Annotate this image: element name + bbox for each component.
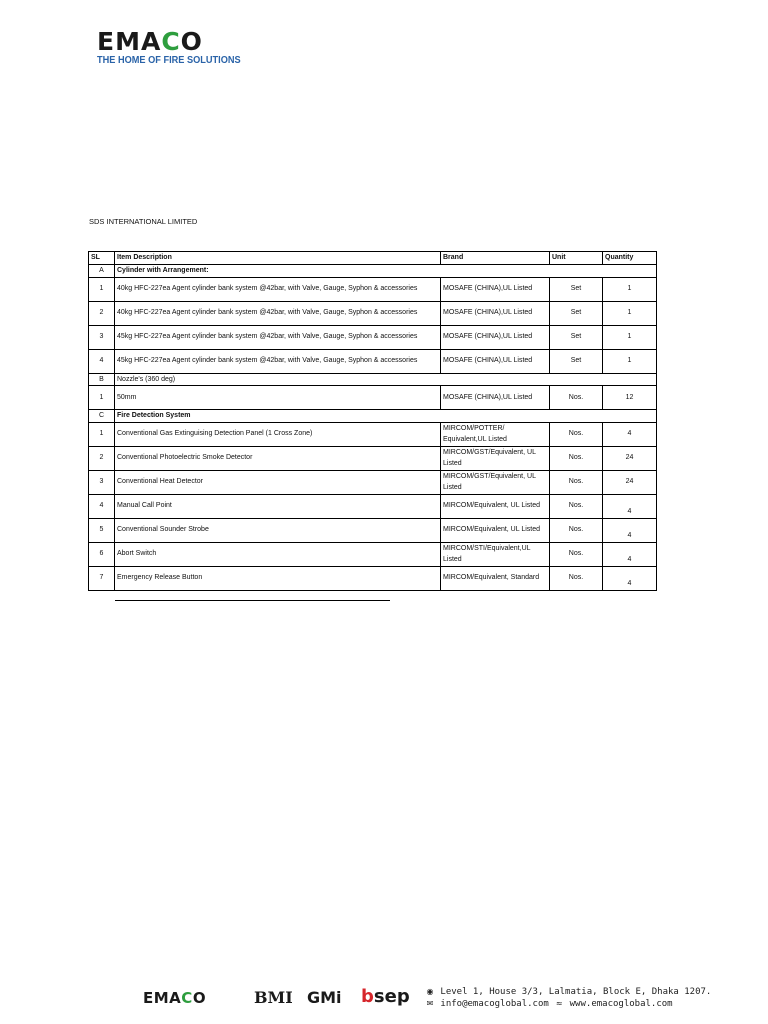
cell-sl: 4	[89, 494, 115, 518]
cell-qty: 1	[603, 349, 657, 373]
cell-brand: MIRCOM/POTTER/ Equivalent,UL Listed	[441, 422, 550, 446]
email-icon: ✉	[426, 999, 434, 1008]
cell-sl: 1	[89, 386, 115, 410]
col-brand-header: Brand	[441, 252, 550, 265]
cell-brand: MIRCOM/Equivalent, UL Listed	[441, 518, 550, 542]
section-label: A	[89, 265, 115, 278]
cell-qty: 4	[603, 518, 657, 542]
cell-desc: 45kg HFC-227ea Agent cylinder bank system @42bar, with Valve, Gauge, Syphon & accessories	[115, 325, 441, 349]
cell-desc: 45kg HFC-227ea Agent cylinder bank system @42bar, with Valve, Gauge, Syphon & accessories	[115, 349, 441, 373]
table-row	[89, 566, 657, 590]
cell-qty: 4	[603, 566, 657, 590]
cell-brand: MIRCOM/STI/Equivalent,UL Listed	[441, 542, 550, 566]
section-title: Nozzle's (360 deg)	[115, 373, 657, 386]
footer-address: Level 1, House 3/3, Lalmatia, Block E, Dhaka 1207.	[440, 987, 712, 997]
table-header-row	[89, 252, 657, 265]
cell-unit: Set	[550, 301, 603, 325]
table-row	[89, 386, 657, 410]
cell-unit: Nos.	[550, 518, 603, 542]
cell-desc: Manual Call Point	[115, 494, 441, 518]
cell-sl: 3	[89, 470, 115, 494]
cell-qty: 1	[603, 277, 657, 301]
cell-qty: 4	[603, 422, 657, 446]
cell-desc: 40kg HFC-227ea Agent cylinder bank system @42bar, with Valve, Gauge, Syphon & accessories	[115, 277, 441, 301]
cell-sl: 2	[89, 301, 115, 325]
cell-desc: Conventional Photoelectric Smoke Detector	[115, 446, 441, 470]
cell-unit: Nos.	[550, 422, 603, 446]
footer-logo-bsep: bsep	[361, 986, 410, 1007]
cell-sl: 6	[89, 542, 115, 566]
boq-table	[88, 251, 657, 591]
cell-unit: Set	[550, 277, 603, 301]
col-unit-header: Unit	[550, 252, 603, 265]
cell-unit: Nos.	[550, 446, 603, 470]
table-row	[89, 325, 657, 349]
cell-qty: 1	[603, 325, 657, 349]
cell-brand: MOSAFE (CHINA),UL Listed	[441, 386, 550, 410]
footer-logo-gmi: GMi	[307, 988, 342, 1007]
cell-sl: 2	[89, 446, 115, 470]
section-label: C	[89, 410, 115, 423]
page-footer	[0, 980, 768, 1016]
cell-qty: 4	[603, 542, 657, 566]
cell-unit: Nos.	[550, 494, 603, 518]
cell-sl: 5	[89, 518, 115, 542]
cell-qty: 12	[603, 386, 657, 410]
cell-sl: 7	[89, 566, 115, 590]
section-row	[89, 373, 657, 386]
footer-contact	[425, 986, 711, 1010]
footer-address-row	[425, 986, 711, 998]
cell-qty: 1	[603, 301, 657, 325]
cell-sl: 3	[89, 325, 115, 349]
cell-desc: Conventional Sounder Strobe	[115, 518, 441, 542]
cell-unit: Nos.	[550, 386, 603, 410]
table-row	[89, 422, 657, 446]
header-logo	[97, 29, 253, 66]
cell-brand: MIRCOM/Equivalent, Standard	[441, 566, 550, 590]
table-row	[89, 470, 657, 494]
cell-brand: MIRCOM/GST/Equivalent, UL Listed	[441, 446, 550, 470]
cell-brand: MOSAFE (CHINA),UL Listed	[441, 349, 550, 373]
cell-sl: 4	[89, 349, 115, 373]
cell-brand: MIRCOM/GST/Equivalent, UL Listed	[441, 470, 550, 494]
cell-desc: 50mm	[115, 386, 441, 410]
table-row	[89, 301, 657, 325]
cell-brand: MIRCOM/Equivalent, UL Listed	[441, 494, 550, 518]
table-row	[89, 518, 657, 542]
divider	[115, 600, 390, 601]
cell-unit: Nos.	[550, 542, 603, 566]
section-row	[89, 265, 657, 278]
footer-links-row	[425, 998, 711, 1010]
footer-email[interactable]: info@emacoglobal.com	[440, 999, 549, 1009]
table-row	[89, 542, 657, 566]
cell-brand: MOSAFE (CHINA),UL Listed	[441, 301, 550, 325]
table-row	[89, 494, 657, 518]
footer-logo-emaco: EMACO	[143, 989, 207, 1007]
cell-unit: Nos.	[550, 566, 603, 590]
web-icon: ≈	[555, 999, 563, 1008]
table-row	[89, 349, 657, 373]
cell-desc: 40kg HFC-227ea Agent cylinder bank system @42bar, with Valve, Gauge, Syphon & accessories	[115, 301, 441, 325]
cell-unit: Nos.	[550, 470, 603, 494]
cell-unit: Set	[550, 349, 603, 373]
footer-logo-bmi: BMI	[254, 988, 293, 1007]
logo-wordmark: EMACO	[97, 27, 203, 56]
cell-qty: 24	[603, 446, 657, 470]
cell-desc: Conventional Heat Detector	[115, 470, 441, 494]
section-label: B	[89, 373, 115, 386]
cell-sl: 1	[89, 422, 115, 446]
section-title: Cylinder with Arrangement:	[115, 265, 657, 278]
cell-sl: 1	[89, 277, 115, 301]
cell-qty: 4	[603, 494, 657, 518]
cell-desc: Conventional Gas Extinguising Detection Panel (1 Cross Zone)	[115, 422, 441, 446]
logo-tagline: THE HOME OF FIRE SOLUTIONS	[97, 55, 241, 66]
cell-brand: MOSAFE (CHINA),UL Listed	[441, 325, 550, 349]
location-pin-icon: ◉	[426, 987, 434, 996]
col-sl-header: SL	[89, 252, 115, 265]
cell-desc: Emergency Release Button	[115, 566, 441, 590]
company-name: SDS INTERNATIONAL LIMITED	[89, 217, 198, 226]
section-row	[89, 410, 657, 423]
col-desc-header: Item Description	[115, 252, 441, 265]
cell-brand: MOSAFE (CHINA),UL Listed	[441, 277, 550, 301]
table-row	[89, 277, 657, 301]
table-row	[89, 446, 657, 470]
section-title: Fire Detection System	[115, 410, 657, 423]
cell-desc: Abort Switch	[115, 542, 441, 566]
footer-website[interactable]: www.emacoglobal.com	[569, 999, 673, 1009]
cell-qty: 24	[603, 470, 657, 494]
col-qty-header: Quantity	[603, 252, 657, 265]
cell-unit: Set	[550, 325, 603, 349]
